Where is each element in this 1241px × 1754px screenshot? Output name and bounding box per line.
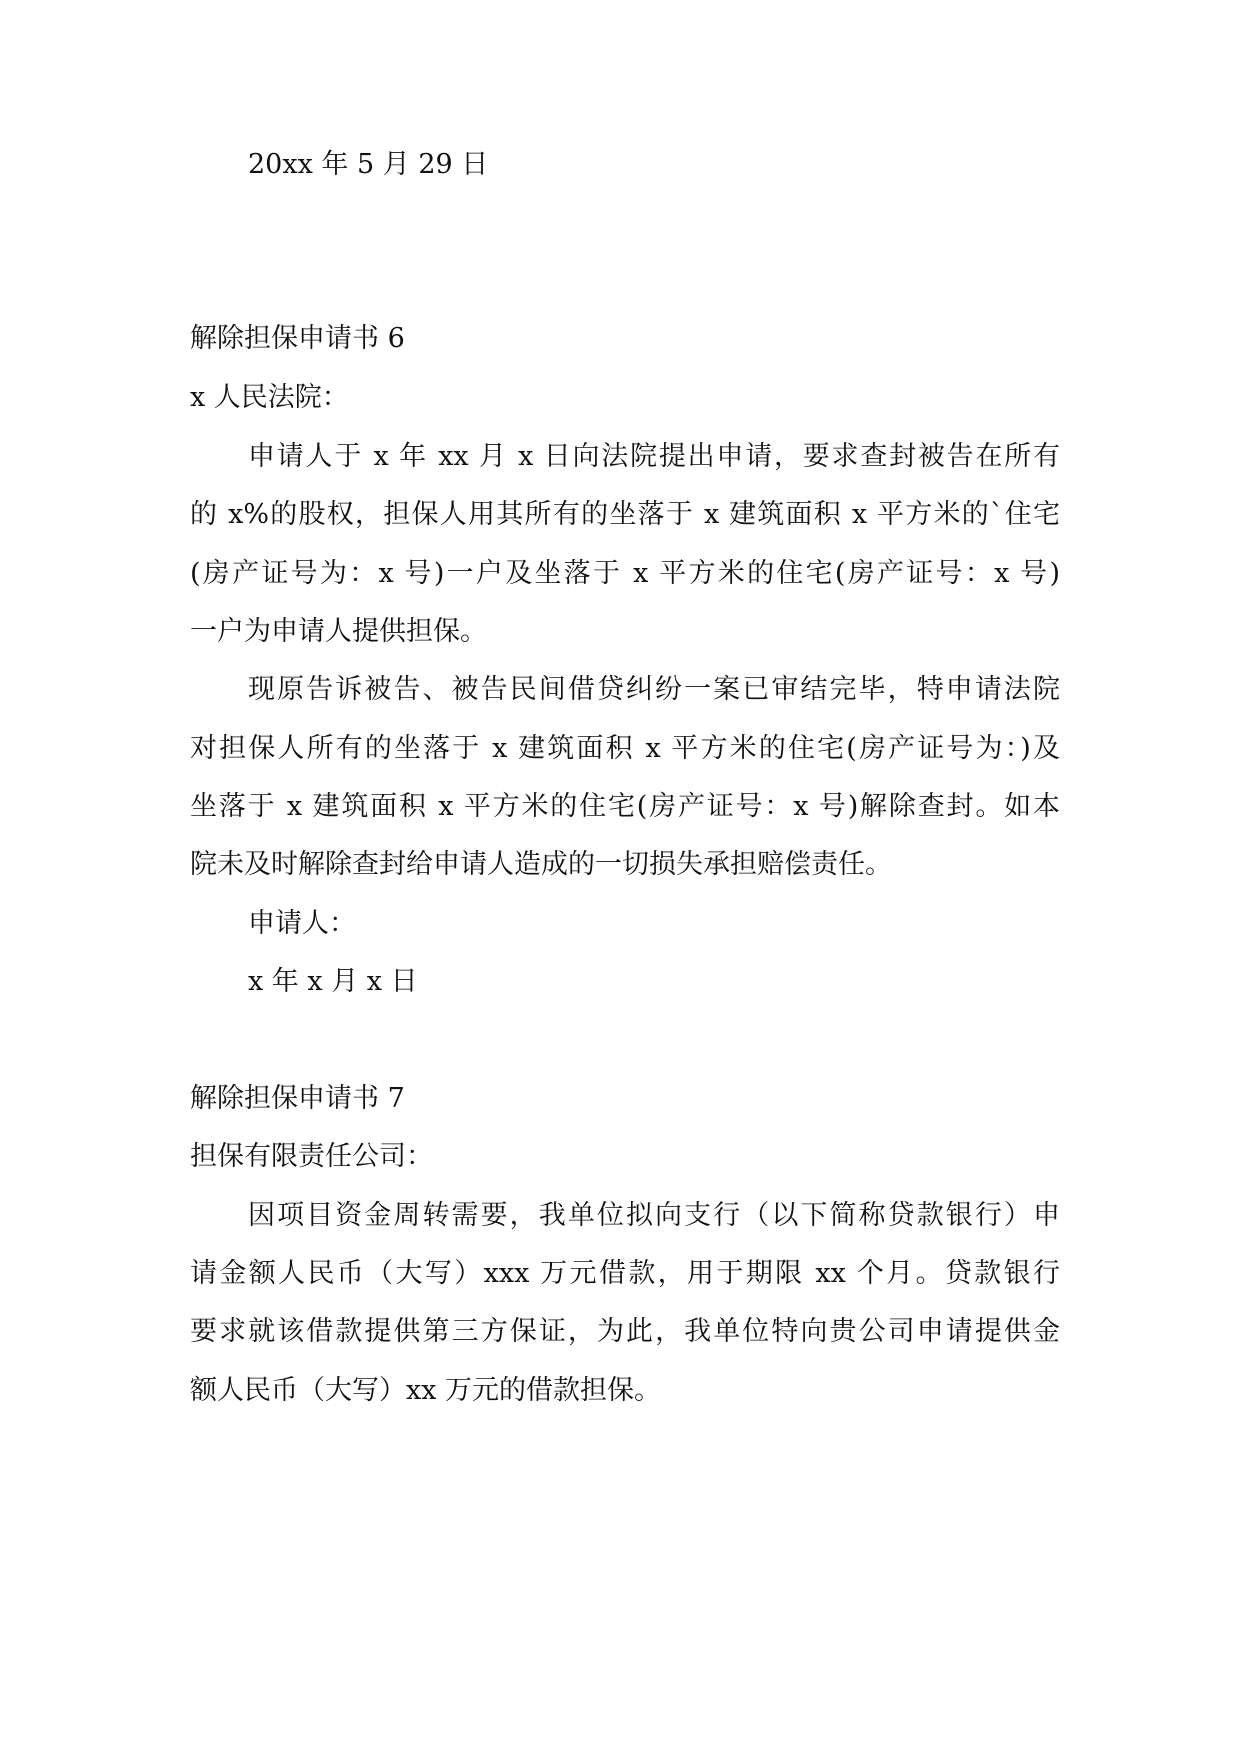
section-7-para1-line3: 要求就该借款提供第三方保证，为此，我单位特向贵公司申请提供金: [190, 1316, 1060, 1347]
section-7-addressee: 担保有限责任公司：: [190, 1141, 433, 1172]
section-6-para2-line2: 对担保人所有的坐落于 x 建筑面积 x 平方米的住宅(房产证号为：)及: [190, 733, 1060, 764]
section-6-para1-line1: 申请人于 x 年 xx 月 x 日向法院提出申请，要求查封被告在所有: [248, 441, 1060, 472]
section-7-title: 解除担保申请书 7: [190, 1083, 405, 1114]
section-7-para1-line2: 请金额人民币（大写）xxx 万元借款，用于期限 xx 个月。贷款银行: [190, 1258, 1060, 1289]
section-7-para1-line4: 额人民币（大写）xx 万元的借款担保。: [190, 1375, 662, 1406]
section-6-para2-line3: 坐落于 x 建筑面积 x 平方米的住宅(房产证号：x 号)解除查封。如本: [190, 791, 1060, 822]
section-6-para1-line4: 一户为申请人提供担保。: [190, 616, 487, 647]
section-7-para1-line1: 因项目资金周转需要，我单位拟向支行（以下简称贷款银行）申: [248, 1200, 1060, 1231]
section-6-date: x 年 x 月 x 日: [248, 966, 418, 997]
section-6-para1-line2: 的 x%的股权，担保人用其所有的坐落于 x 建筑面积 x 平方米的`住宅: [190, 499, 1060, 530]
section-6-para2-line1: 现原告诉被告、被告民间借贷纠纷一案已审结完毕，特申请法院: [248, 674, 1060, 705]
section-6-addressee: x 人民法院：: [190, 382, 349, 413]
section-6-para2-line4: 院未及时解除查封给申请人造成的一切损失承担赔偿责任。: [190, 849, 892, 880]
previous-letter-date: 20xx 年 5 月 29 日: [248, 149, 489, 180]
section-6-para1-line3: (房产证号为：x 号)一户及坐落于 x 平方米的住宅(房产证号：x 号): [190, 558, 1060, 589]
section-6-applicant: 申请人：: [248, 908, 356, 939]
section-6-title: 解除担保申请书 6: [190, 323, 405, 354]
